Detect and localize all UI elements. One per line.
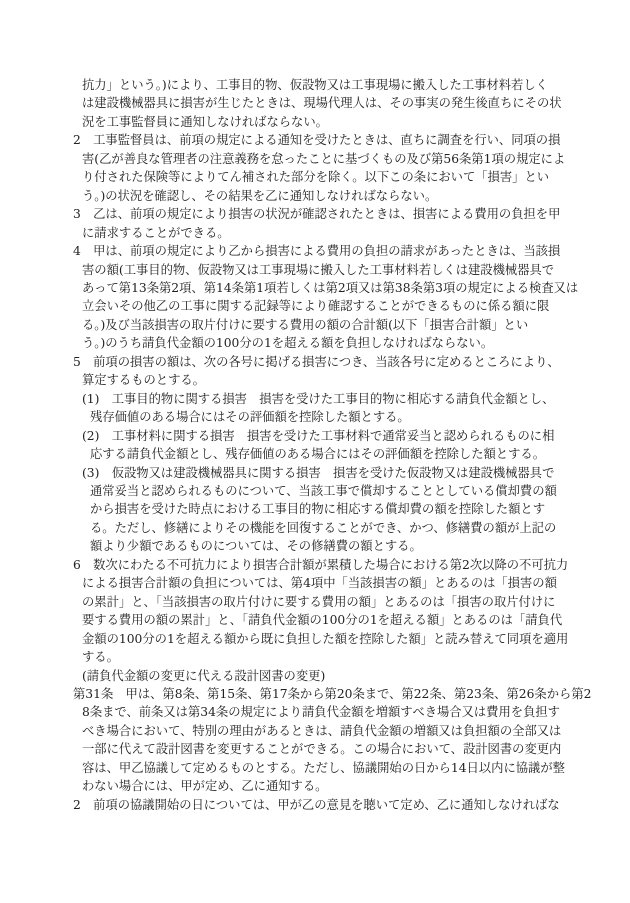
text-line: する。 (82, 650, 119, 665)
text-line: べき場合において、特別の理由があるときは、請負代金額の増額又は負担額の全部又は (82, 723, 562, 738)
paragraph-6 (73, 556, 569, 667)
article-31-heading (73, 667, 565, 685)
text-line: 一部に代えて設計図書を変更することができる。この場合において、設計図書の変更内 (82, 742, 562, 757)
paragraph-5 (73, 353, 565, 390)
text-line: は建設機械器具に損害が生じたときは、現場代理人は、その事実の発生後直ちにその状 (82, 96, 562, 111)
text-line: る。ただし、修繕によりその機能を回復することができ、かつ、修繕費の額が上記の (90, 520, 557, 535)
text-line: る。)及び当該損害の取片付けに要する費用の額の合計額(以下「損害合計額」とい (82, 317, 529, 332)
text-line: 応する請負代金額とし、残存価値のある場合にはその評価額を控除した額とする。 (90, 447, 545, 462)
text-line: 抗力」という。)により、工事目的物、仮設物又は工事現場に搬入した工事材料若しく (82, 78, 548, 92)
text-line: わない場合には、甲が定め、乙に通知する。 (82, 779, 328, 794)
text-line: 3 乙は、前項の規定により損害の状況が確認されたときは、損害による費用の負担を甲 (73, 207, 561, 222)
text-line: 6 数次にわたる不可抗力により損害合計額が累積した場合における第2次以降の不可抗力 (73, 557, 569, 572)
text-line: 額より少額であるものについては、その修繕費の額とする。 (90, 539, 422, 554)
text-line: 金額の100分の1を超える額から既に負担した額を控除した額」と読み替えて同項を適用 (82, 631, 569, 646)
text-line: う。)の状況を確認し、その結果を乙に通知しなければならない。 (82, 188, 438, 203)
text-line: による損害合計額の負担については、第4項中「当該損害の額」とあるのは「損害の額 (82, 576, 557, 591)
text-line: 8条まで、前条又は第34条の規定により請負代金額を増額すべき場合又は費用を負担す (82, 705, 560, 720)
paragraph-2 (73, 131, 565, 205)
text-line: う。)のうち請負代金額の100分の1を超える額を負担しなければならない。 (82, 336, 494, 351)
text-line: (1) 工事目的物に関する損害 損害を受けた工事目的物に相応する請負代金額とし、 (82, 391, 555, 406)
text-line: あって第13条第2項、第14条第1項若しくは第2項又は第38条第3項の規定による検査又は (82, 280, 579, 295)
text-line: 4 甲は、前項の規定により乙から損害による費用の負担の請求があったときは、当該損 (73, 244, 561, 259)
article-31-paragraph-2 (73, 796, 565, 814)
text-line: から損害を受けた時点における工事目的物に相応する償却費の額を控除した額とす (90, 502, 545, 517)
text-line: 算定するものとする。 (82, 373, 205, 388)
article-31-paragraph-1 (73, 685, 592, 796)
text-line: 立会いその他乙の工事に関する記録等により確認することができるものに係る額に限 (82, 299, 550, 314)
text-line: (請負代金額の変更に代える設計図書の変更) (82, 668, 326, 683)
paragraph-3 (73, 205, 565, 242)
text-line: 2 工事監督員は、前項の規定による通知を受けたときは、直ちに調査を行い、同項の損 (73, 133, 561, 148)
text-line: 況を工事監督員に通知しなければならない。 (82, 114, 328, 129)
text-line: 容は、甲乙協議して定めるものとする。ただし、協議開始の日から14日以内に協議が整 (82, 760, 565, 775)
text-line: り付された保険等によりてん補された部分を除く。以下この条において「損害」とい (82, 170, 550, 185)
paragraph-5-item-3 (73, 464, 565, 556)
text-line: 2 前項の協議開始の日については、甲が乙の意見を聴いて定め、乙に通知しなければな (73, 797, 560, 812)
text-line: 害の額(工事目的物、仮設物又は工事現場に搬入した工事材料若しくは建設機械器具で (82, 262, 555, 277)
text-line: の累計」と、「当該損害の取片付けに要する費用の額」とあるのは「損害の取片付けに (82, 594, 556, 609)
paragraph-5-item-2 (73, 427, 565, 464)
text-line: 通常妥当と認められるものについて、当該工事で償却することとしている償却費の額 (90, 483, 557, 498)
text-line: 害(乙が善良な管理者の注意義務を怠ったことに基づくもの及び第56条第1項の規定によ (82, 151, 566, 166)
contract-text-block (73, 76, 592, 814)
text-line: に請求することができる。 (82, 225, 230, 240)
paragraph-4 (73, 242, 579, 353)
text-line: 第31条 甲は、第8条、第15条、第17条から第20条まで、第22条、第23条、第26条から第2 (73, 686, 592, 701)
text-line: 5 前項の損害の額は、次の各号に掲げる損害につき、当該各号に定めるところにより、 (73, 354, 560, 369)
text-line: 残存価値のある場合にはその評価額を控除した額とする。 (90, 410, 410, 425)
text-line: (2) 工事材料に関する損害 損害を受けた工事材料で通常妥当と認められるものに相 (82, 428, 555, 443)
text-line: (3) 仮設物又は建設機械器具に関する損害 損害を受けた仮設物又は建設機械器具で (82, 465, 555, 480)
paragraph-1-continuation (73, 76, 565, 131)
paragraph-5-item-1 (73, 390, 565, 427)
text-line: 要する費用の額の累計」と、「請負代金額の100分の1を超える額」とあるのは「請負代 (82, 613, 563, 628)
